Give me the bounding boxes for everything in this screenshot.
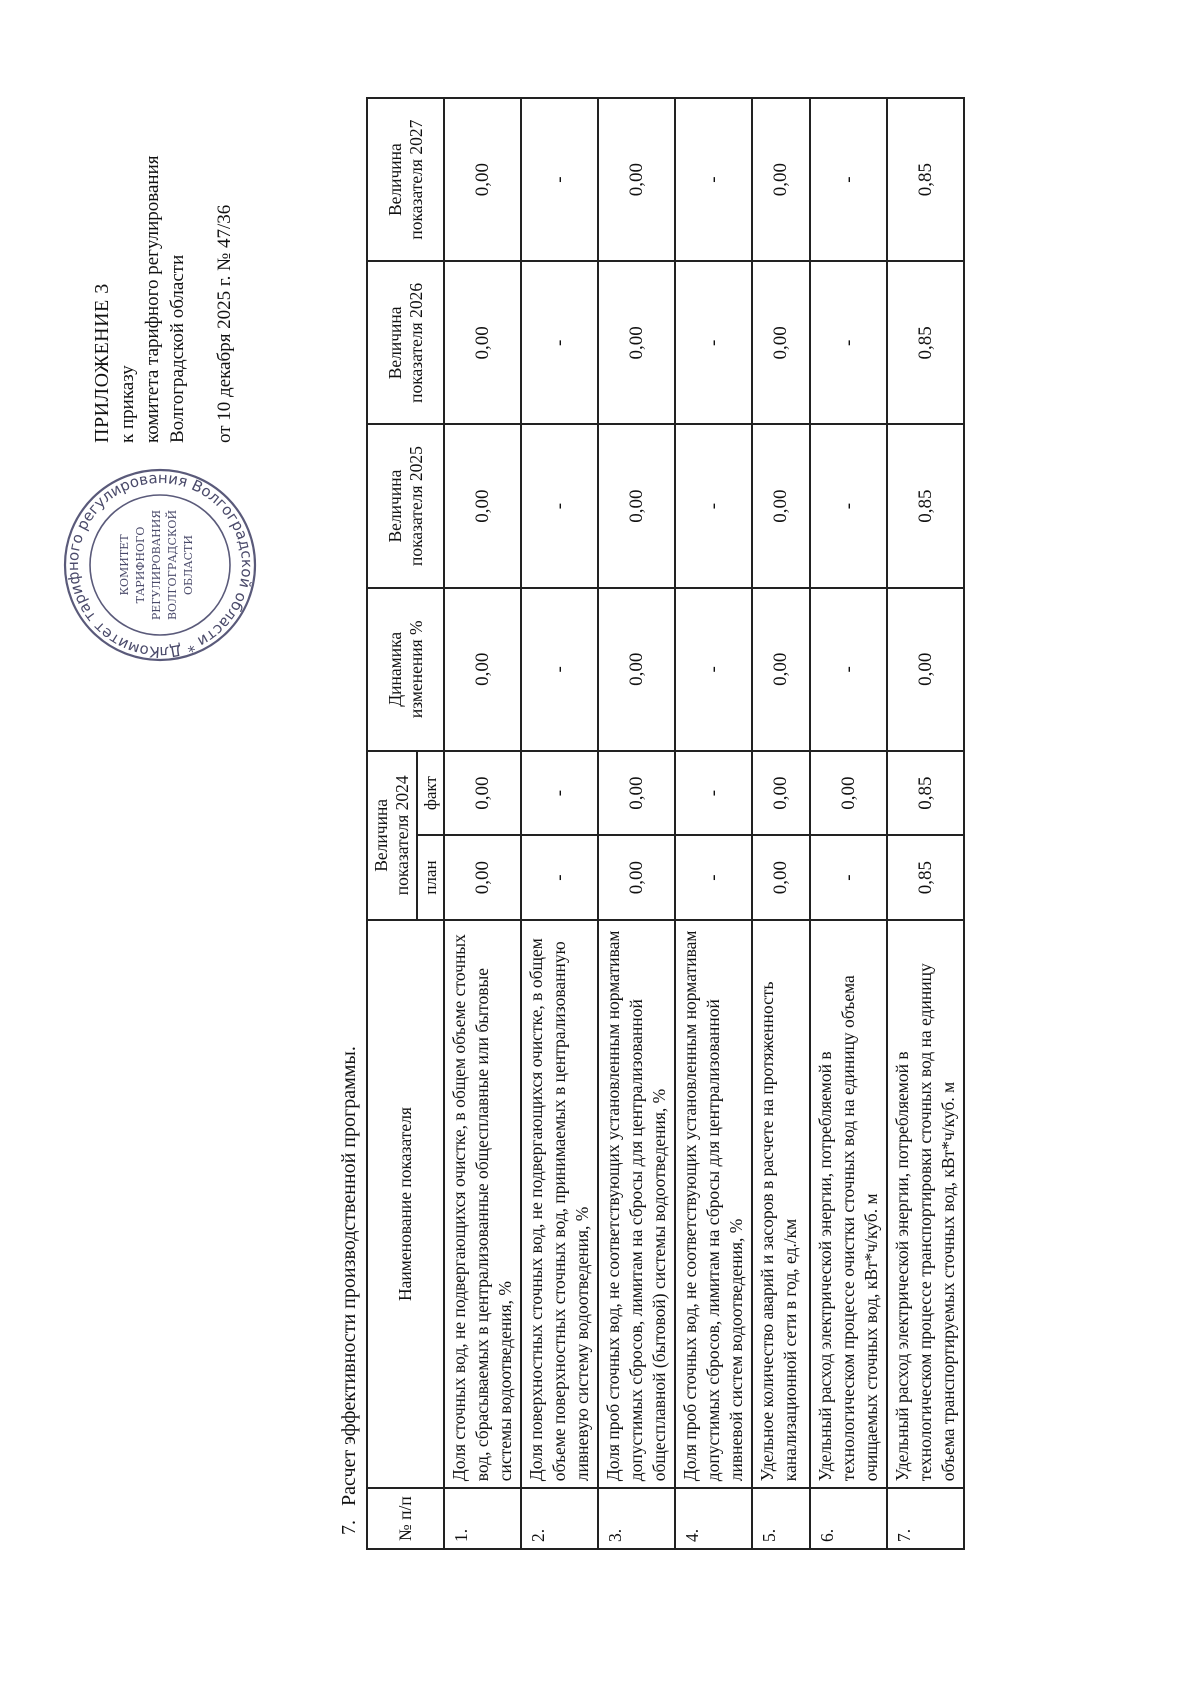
header-2026: Величина показателя 2026 (367, 261, 444, 424)
table-row (887, 98, 964, 1549)
value-2024-fact: - (521, 751, 598, 835)
value-2027: 0,00 (598, 98, 675, 261)
value-dynamics: 0,00 (752, 588, 810, 751)
row-number: 4. (675, 1488, 752, 1549)
appendix-date: от 10 декабря 2025 г. № 47/36 (214, 204, 235, 443)
value-2025: 0,00 (752, 424, 810, 587)
value-2027: 0,00 (752, 98, 810, 261)
value-2024-plan: 0,85 (887, 835, 964, 919)
table-row (675, 98, 752, 1549)
value-dynamics: - (521, 588, 598, 751)
value-2024-fact: 0,85 (887, 751, 964, 835)
indicator-name: Доля проб сточных вод, не соответствующих установленным нормативам допустимых сбросов, лимитам на сбросы для централизованной ливневой систем водоотведения, % (675, 920, 752, 1488)
official-stamp (60, 465, 260, 665)
section-heading (338, 1046, 361, 1535)
value-2024-fact: 0,00 (810, 751, 887, 835)
row-number: 3. (598, 1488, 675, 1549)
value-2025: - (810, 424, 887, 587)
value-2027: 0,00 (444, 98, 521, 261)
table-row (521, 98, 598, 1549)
indicator-name: Удельное количество аварий и засоров в расчете на протяженность канализационной сети в год, ед./км (752, 920, 810, 1488)
header-fact: факт (417, 751, 444, 835)
value-2024-plan: 0,00 (444, 835, 521, 919)
indicator-name: Доля сточных вод, не подвергающихся очистке, в общем объеме сточных вод, сбрасываемых в централизованные общесплавные или бытовые системы водоотведения, % (444, 920, 521, 1488)
value-2026: - (675, 261, 752, 424)
value-2024-plan: 0,00 (598, 835, 675, 919)
value-2027: 0,85 (887, 98, 964, 261)
header-2027: Величина показателя 2027 (367, 98, 444, 261)
stamp-inner-line: ТАРИФНОГО (134, 526, 147, 604)
value-2026: - (521, 261, 598, 424)
table-row (810, 98, 887, 1549)
value-2026: 0,00 (444, 261, 521, 424)
indicators-table-wrap (366, 97, 965, 1550)
indicator-name: Доля проб сточных вод, не соответствующих установленным нормативам допустимых сбросов, лимитам на сбросы для централизованной общесплавной (бытовой) системы водоотведения, % (598, 920, 675, 1488)
value-2026: - (810, 261, 887, 424)
value-2024-fact: 0,00 (752, 751, 810, 835)
value-2025: - (521, 424, 598, 587)
value-2024-fact: - (675, 751, 752, 835)
table-header-row (367, 98, 417, 1549)
appendix-header (90, 63, 237, 443)
value-2027: - (521, 98, 598, 261)
row-number: 6. (810, 1488, 887, 1549)
value-2024-plan: - (810, 835, 887, 919)
appendix-line-order: к приказу (117, 365, 138, 443)
row-number: 2. (521, 1488, 598, 1549)
indicator-name: Удельный расход электрической энергии, потребляемой в технологическом процессе транспортировки сточных вод на единицу объема транспортируемых сточных вод, кВт*ч/куб. м (887, 920, 964, 1488)
value-2027: - (810, 98, 887, 261)
header-2024: Величина показателя 2024 (367, 751, 417, 920)
table-body (444, 98, 964, 1549)
appendix-title: ПРИЛОЖЕНИЕ 3 (91, 283, 113, 443)
value-2024-plan: 0,00 (752, 835, 810, 919)
value-dynamics: 0,00 (887, 588, 964, 751)
value-dynamics: - (810, 588, 887, 751)
value-2024-plan: - (675, 835, 752, 919)
value-2026: 0,85 (887, 261, 964, 424)
stamp-inner-line: ВОЛГОГРАДСКОЙ (166, 509, 179, 621)
header-2025: Величина показателя 2025 (367, 424, 444, 587)
value-2025: - (675, 424, 752, 587)
svg-text:Комитет тарифного регулировани: Комитет тарифного регулирования Волгоградской области * Дл (63, 468, 257, 662)
value-2027: - (675, 98, 752, 261)
table-row (598, 98, 675, 1549)
stamp-inner-line: ОБЛАСТИ (182, 535, 195, 595)
value-2025: 0,85 (887, 424, 964, 587)
value-2024-fact: 0,00 (444, 751, 521, 835)
header-plan: план (417, 835, 444, 919)
indicators-table (366, 97, 965, 1550)
header-name: Наименование показателя (367, 920, 444, 1488)
appendix-line-committee: комитета тарифного регулирования (142, 155, 163, 443)
row-number: 7. (887, 1488, 964, 1549)
indicator-name: Удельный расход электрической энергии, потребляемой в технологическом процессе очистки сточных вод на единицу объема очищаемых сточных вод, кВт*ч/куб. м (810, 920, 887, 1488)
indicator-name: Доля поверхностных сточных вод, не подвергающихся очистке, в общем объеме поверхностных сточных вод, принимаемых в централизованную ливневую систему водоотведения, % (521, 920, 598, 1488)
value-2025: 0,00 (444, 424, 521, 587)
section-number: 7. (338, 1520, 360, 1535)
value-2024-plan: - (521, 835, 598, 919)
value-2026: 0,00 (598, 261, 675, 424)
value-2024-fact: 0,00 (598, 751, 675, 835)
header-num: № п/п (367, 1488, 444, 1549)
value-dynamics: - (675, 588, 752, 751)
section-title: Расчет эффективности производственной программы. (338, 1046, 360, 1506)
value-dynamics: 0,00 (598, 588, 675, 751)
stamp-seal (60, 465, 260, 665)
value-dynamics: 0,00 (444, 588, 521, 751)
row-number: 5. (752, 1488, 810, 1549)
stamp-inner-line: КОМИТЕТ (118, 534, 131, 596)
header-dynamics: Динамика изменения % (367, 588, 444, 751)
row-number: 1. (444, 1488, 521, 1549)
value-2025: 0,00 (598, 424, 675, 587)
table-row (752, 98, 810, 1549)
appendix-line-region: Волгоградской области (167, 254, 188, 443)
value-2026: 0,00 (752, 261, 810, 424)
stamp-inner-line: РЕГУЛИРОВАНИЯ (150, 509, 163, 621)
table-row (444, 98, 521, 1549)
